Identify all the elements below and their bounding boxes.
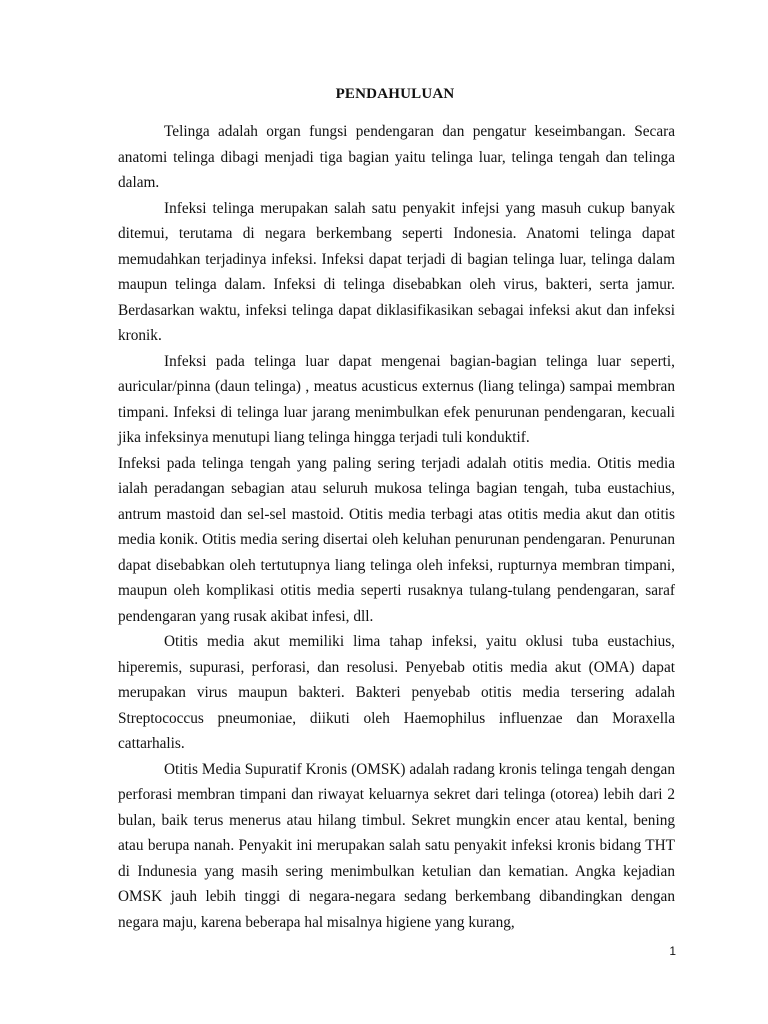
paragraph-acute-otitis-media: Otitis media akut memiliki lima tahap infeksi, yaitu oklusi tuba eustachius, hiperemis, supurasi, perforasi, dan resolusi. Penyebab otitis media akut (OMA) dapat merupakan virus maupun bakteri. Bakteri penyebab otitis media tersering adalah Streptococcus pneumoniae, diikuti oleh Haemophilus influenzae dan Moraxella cattarhalis. <box>118 633 675 752</box>
paragraph-intro: Telinga adalah organ fungsi pendengaran dan pengatur keseimbangan. Secara anatomi telinga dibagi menjadi tiga bagian yaitu telinga luar, telinga tengah dan telinga dalam. <box>118 123 675 191</box>
body-text <box>118 119 675 935</box>
paragraph-omsk: Otitis Media Supuratif Kronis (OMSK) adalah radang kronis telinga tengah dengan perforasi membran timpani dan riwayat keluarnya sekret dari telinga (otorea) lebih dari 2 bulan, baik terus menerus atau hilang timbul. Sekret mungkin encer atau kental, bening atau berupa nanah. Penyakit ini merupakan salah satu penyakit infeksi kronis bidang THT di Indunesia yang masih sering menimbulkan ketulian dan kematian. Angka kejadian OMSK jauh lebih tinggi di negara-negara sedang berkembang dibandingkan dengan negara maju, karena beberapa hal misalnya higiene yang kurang, <box>118 760 675 931</box>
page-title: PENDAHULUAN <box>335 86 455 102</box>
paragraph-infection-overview: Infeksi telinga merupakan salah satu penyakit infejsi yang masuh cukup banyak ditemui, terutama di negara berkembang seperti Indonesia. Anatomi telinga dapat memudahkan terjadinya infeksi. Infeksi dapat terjadi di bagian telinga luar, telinga dalam maupun telinga dalam. Infeksi di telinga disebabkan oleh virus, bakteri, serta jamur. Berdasarkan waktu, infeksi telinga dapat diklasifikasikan sebagai infeksi akut dan infeksi kronik. <box>118 199 675 344</box>
paragraph-middle-ear: Infeksi pada telinga tengah yang paling sering terjadi adalah otitis media. Otitis media ialah peradangan sebagian atau seluruh mukosa telinga bagian tengah, tuba eustachius, antrum mastoid dan sel-sel mastoid. Otitis media terbagi atas otitis media akut dan otitis media konik. Otitis media sering disertai oleh keluhan penurunan pendengaran. Penurunan dapat disebabkan oleh tertutupnya liang telinga oleh infeksi, rupturnya membran timpani, maupun oleh komplikasi otitis media seperti rusaknya tulang-tulang pendengaran, saraf pendengaran yang rusak akibat infesi, dll. <box>118 454 675 625</box>
paragraph-outer-ear: Infeksi pada telinga luar dapat mengenai bagian-bagian telinga luar seperti, auricular/pinna (daun telinga) , meatus acusticus externus (liang telinga) sampai membran timpani. Infeksi di telinga luar jarang menimbulkan efek penurunan pendengaran, kecuali jika infeksinya menutupi liang telinga hingga terjadi tuli konduktif. <box>118 352 675 446</box>
page-number: 1 <box>669 944 676 958</box>
